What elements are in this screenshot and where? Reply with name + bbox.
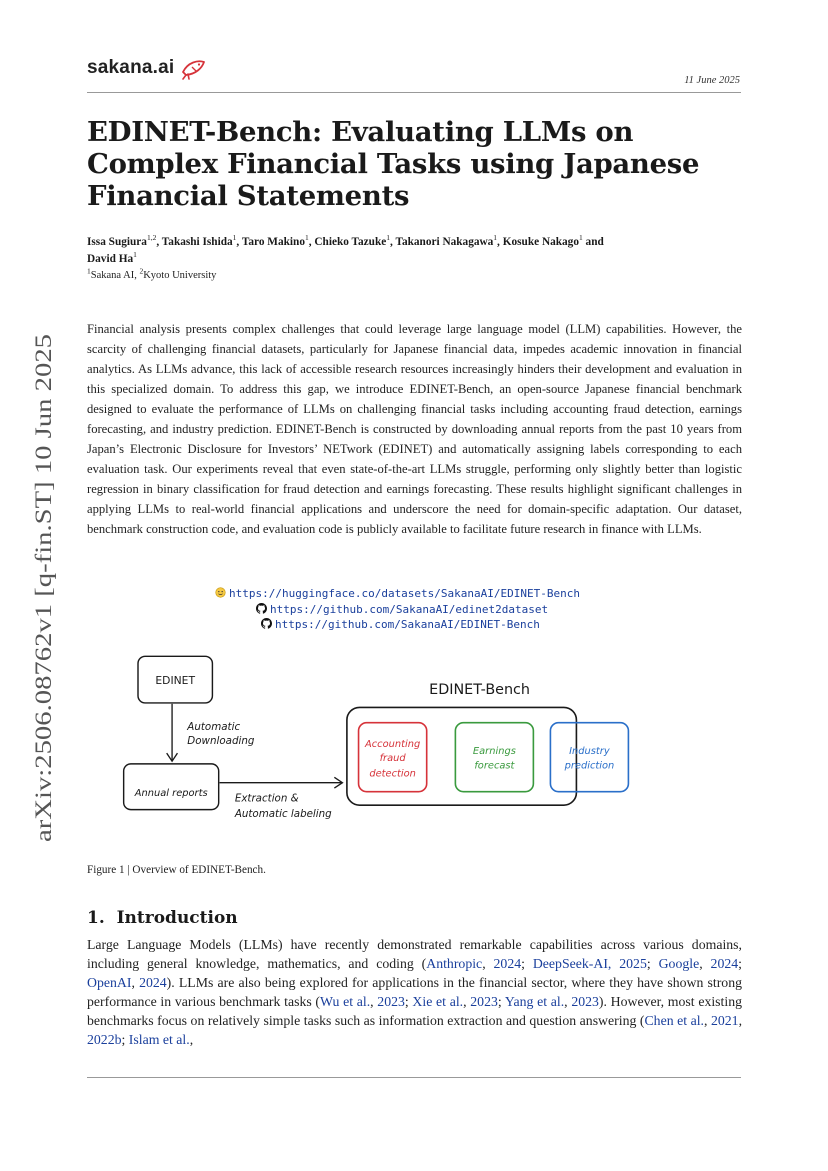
link-url[interactable]: https://github.com/SakanaAI/edinet2dataset xyxy=(270,603,549,616)
section-title: Introduction xyxy=(116,908,238,928)
author-name: Takanori Nakagawa xyxy=(395,236,494,248)
affiliation-name: Sakana AI xyxy=(90,270,135,281)
intro-text: , xyxy=(704,1012,711,1028)
intro-text: ; xyxy=(521,955,533,971)
intro-text: ). However, most existing benchmarks focus on relatively simple tasks such as information extraction and question answering ( xyxy=(87,993,743,1028)
author-affiliation-mark: 1,2 xyxy=(146,233,157,243)
author-name: Takashi Ishida xyxy=(161,236,233,248)
huggingface-icon xyxy=(215,587,226,598)
citation-link[interactable]: 2023 xyxy=(377,993,405,1009)
author-affiliation-mark: 1 xyxy=(232,233,237,243)
download-label-line1: Automatic xyxy=(187,720,241,733)
intro-paragraph xyxy=(87,936,742,1049)
author-name: Issa Sugiura xyxy=(87,236,147,248)
intro-text: ). LLMs are also being explored for applications in the financial sector, where they have shown strong performance in various benchmark tasks ( xyxy=(87,974,742,1009)
task-earnings-line1: Earnings xyxy=(472,746,516,758)
intro-text: , xyxy=(564,993,572,1009)
citation-link[interactable]: OpenAI xyxy=(87,974,132,990)
citation-link[interactable]: Xie et al. xyxy=(412,993,464,1009)
intro-text: ; xyxy=(738,955,742,971)
github-icon xyxy=(256,603,267,614)
intro-text: , xyxy=(482,955,494,971)
author-affiliation-mark: 1 xyxy=(493,233,498,243)
citation-link[interactable]: Yang et al. xyxy=(504,993,565,1009)
author-affiliation-mark: 1 xyxy=(304,233,309,243)
overview-figure xyxy=(112,647,632,827)
author-affiliation-mark: 1 xyxy=(578,233,583,243)
author-name: Chieko Tazuke xyxy=(314,236,387,248)
intro-text: , xyxy=(463,993,471,1009)
link-url[interactable]: https://github.com/SakanaAI/EDINET-Bench xyxy=(275,618,540,631)
citation-link[interactable]: 2024 xyxy=(710,955,739,971)
citation-link[interactable]: Islam et al. xyxy=(128,1031,190,1047)
github-icon xyxy=(261,618,272,629)
task-fraud-line3: detection xyxy=(369,768,416,780)
section-number: 1. xyxy=(87,908,105,928)
citation-link[interactable]: 2021 xyxy=(710,1012,739,1028)
intro-text: ; xyxy=(121,1031,129,1047)
author-list: Issa Sugiura$^{1,2}$, Takashi Ishida$^1$, Taro Makino$^1$, Chieko Tazuke$^1$, Takanori Nakagawa$^1$, Kosuke Nakago$^1$ and David Ha$^1$ xyxy=(87,233,604,265)
citation-link[interactable]: 2023 xyxy=(571,993,599,1009)
author-affiliation-mark: 1 xyxy=(386,233,391,243)
author-name: David Ha xyxy=(87,253,134,265)
task-industry-line1: Industry xyxy=(569,746,610,758)
huggingface-link[interactable] xyxy=(215,587,580,600)
intro-text: , xyxy=(738,1012,743,1028)
task-earnings-line2: forecast xyxy=(474,760,515,772)
section-heading xyxy=(87,908,238,928)
citation-link[interactable]: Anthropic xyxy=(426,955,483,971)
intro-text: ; xyxy=(404,993,413,1009)
citation-link[interactable]: 2023 xyxy=(470,993,498,1009)
intro-text: , xyxy=(189,1031,194,1047)
intro-text: , xyxy=(370,993,378,1009)
extraction-label-line1: Extraction & xyxy=(234,792,299,805)
intro-text: , xyxy=(699,955,711,971)
logo-text: sakana.ai xyxy=(87,57,175,78)
affiliation-number: 2 xyxy=(139,266,144,276)
citation-link[interactable]: Google xyxy=(658,955,700,971)
task-fraud-line1: Accounting xyxy=(365,738,421,750)
extraction-label-line2: Automatic labeling xyxy=(234,807,332,820)
author-name: Taro Makino xyxy=(241,236,305,248)
citation-link[interactable]: Chen et al. xyxy=(644,1012,704,1028)
arxiv-id-text: arXiv:2506.08762v1 [q-fin.ST] 10 Jun 2025 xyxy=(31,425,57,842)
citation-link[interactable]: Wu et al. xyxy=(320,993,371,1009)
task-industry-line2: prediction xyxy=(564,760,615,772)
intro-text: ; xyxy=(646,955,659,971)
figure-caption: Figure 1 | Overview of EDINET-Bench. xyxy=(87,864,266,876)
task-box-earnings xyxy=(455,723,533,792)
paper-title: EDINET-Bench: Evaluating LLMs on Complex Financial Tasks using Japanese Financial Statements xyxy=(87,116,700,212)
task-box-industry xyxy=(550,723,628,792)
edinet-label: EDINET xyxy=(155,674,196,688)
citation-link[interactable]: 2022b xyxy=(87,1031,122,1047)
affiliation-name: Kyoto University xyxy=(143,270,217,281)
publication-date: 11 June 2025 xyxy=(684,75,740,86)
header-divider xyxy=(87,92,741,93)
link-url[interactable]: https://huggingface.co/datasets/SakanaAI/EDINET-Bench xyxy=(229,587,580,600)
sakana-fish-logo-icon xyxy=(180,58,208,80)
citation-link[interactable]: 2024 xyxy=(139,974,167,990)
github-link-edinet2dataset[interactable] xyxy=(256,603,548,616)
footer-divider xyxy=(87,1077,741,1078)
github-link-edinet-bench[interactable] xyxy=(261,618,540,631)
intro-text: , xyxy=(131,974,140,990)
intro-text: ; xyxy=(497,993,505,1009)
author-name: Kosuke Nakago xyxy=(502,236,579,248)
affiliations: $^1$Sakana AI, $^2$Kyoto University xyxy=(87,266,217,281)
citation-link[interactable]: DeepSeek-AI, 2025 xyxy=(532,955,647,971)
annual-reports-label: Annual reports xyxy=(134,788,208,800)
task-fraud-line2: fraud xyxy=(379,753,406,765)
download-label-line2: Downloading xyxy=(187,735,255,748)
intro-text: Large Language Models (LLMs) have recently demonstrated remarkable capabilities across various domains, including general knowledge, mathematics, and coding ( xyxy=(87,937,742,971)
arxiv-identifier xyxy=(28,330,58,845)
annual-reports-box xyxy=(124,764,219,810)
abstract: Financial analysis presents complex challenges that could leverage large language model (LLM) capabilities. However, the scarcity of challenging financial datasets, particularly for Japanese financial data, impedes academic innovation in financial analytics. As LLMs advance, this lack of accessible research resources increasingly hinders their development and evaluation in this specialized domain. To address this gap, we introduce EDINET-Bench, an open-source Japanese financial benchmark designed to evaluate the performance of LLMs on challenging financial tasks including accounting fraud detection, earnings forecasting, and industry prediction. EDINET-Bench is constructed by downloading annual reports from the past 10 years from Japan’s Electronic Disclosure for Investors’ NETwork (EDINET) and automatically assigning labels corresponding to each evaluation task. Our experiments reveal that even state-of-the-art LLMs struggle, performing only slightly better than logistic regression in binary classification for fraud detection and earnings forecasting. These results highlight significant challenges in applying LLMs to real-world financial applications and underscore the need for domain-specific adaptation. Our dataset, benchmark construction code, and evaluation code is publicly available to facilitate future research in finance with LLMs. xyxy=(87,322,742,537)
bench-title: EDINET-Bench xyxy=(429,681,531,698)
affiliation-number: 1 xyxy=(87,266,91,276)
author-affiliation-mark: 1 xyxy=(133,250,137,260)
citation-link[interactable]: 2024 xyxy=(493,955,522,971)
